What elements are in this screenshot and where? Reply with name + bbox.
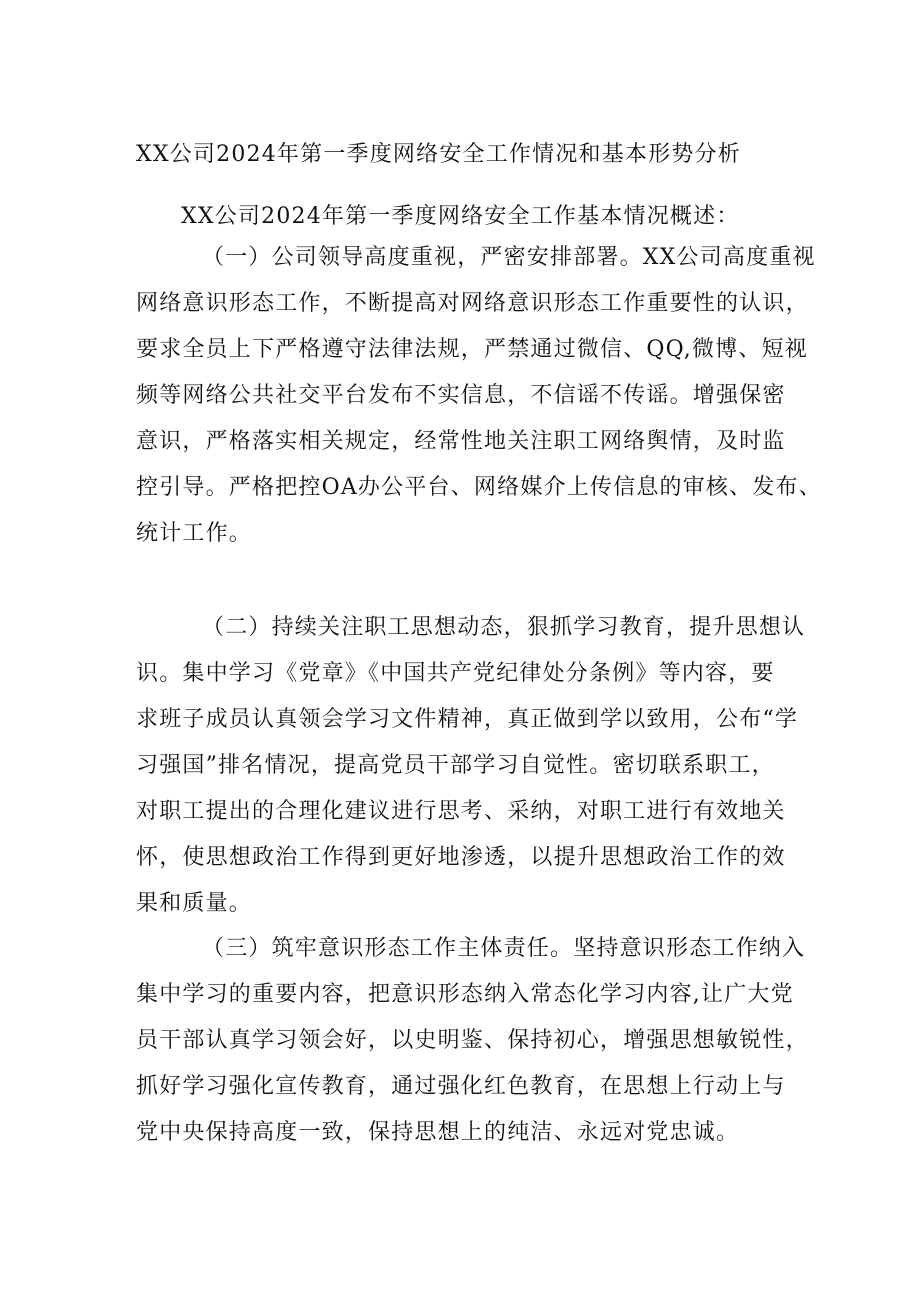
paragraph-line: 怀，使思想政治工作得到更好地渗透，以提升思想政治工作的效 xyxy=(136,845,786,870)
paragraph-line: 集中学习的重要内容，把意识形态纳入常态化学习内容,让广大党 xyxy=(136,982,794,1007)
paragraph-2 xyxy=(136,605,806,927)
paragraph-line: 意识，严格落实相关规定，经常性地关注职工网络舆情，及时监 xyxy=(136,429,786,454)
paragraph-line: 党中央保持高度一致，保持思想上的纯洁、永远对党忠诚。 xyxy=(136,1120,740,1145)
paragraph-line: 习强国”排名情况，提高党员干部学习自觉性。密切联系职工， xyxy=(136,753,775,778)
paragraph-line: 频等网络公共社交平台发布不实信息，不信谣不传谣。增强保密 xyxy=(136,383,786,408)
document-title: XX公司2024年第一季度网络安全工作情况和基本形势分析 xyxy=(136,142,741,167)
paragraph-line: 求班子成员认真领会学习文件精神，真正做到学以致用，公布“学 xyxy=(136,707,799,732)
paragraph-line: 统计工作。 xyxy=(136,521,253,546)
paragraph-line: 网络意识形态工作，不断提高对网络意识形态工作重要性的认识， xyxy=(136,291,809,316)
paragraph-line: 识。集中学习《党章》《中国共产党纪律处分条例》等内容，要 xyxy=(136,661,775,686)
paragraph-line: 要求全员上下严格遵守法律法规，严禁通过微信、QQ,微博、短视 xyxy=(136,337,808,362)
paragraph-1 xyxy=(136,235,822,557)
paragraph-3 xyxy=(136,926,809,1156)
paragraph-line: （一）公司领导高度重视，严密安排部署。XX公司高度重视 xyxy=(202,245,816,270)
intro-heading: XX公司2024年第一季度网络安全工作基本情况概述： xyxy=(181,204,740,229)
paragraph-line: 员干部认真学习领会好，以史明鉴、保持初心，增强思想敏锐性， xyxy=(136,1028,809,1053)
paragraph-line: （二）持续关注职工思想动态，狠抓学习教育，提升思想认 xyxy=(202,615,806,640)
paragraph-line: 控引导。严格把控OA办公平台、网络媒介上传信息的审核、发布、 xyxy=(136,475,822,500)
paragraph-line: 抓好学习强化宣传教育，通过强化红色教育，在思想上行动上与 xyxy=(136,1074,786,1099)
paragraph-line: （三）筑牢意识形态工作主体责任。坚持意识形态工作纳入 xyxy=(202,936,806,961)
paragraph-line: 对职工提出的合理化建议进行思考、采纳，对职工进行有效地关 xyxy=(136,799,786,824)
paragraph-line: 果和质量。 xyxy=(136,891,253,916)
